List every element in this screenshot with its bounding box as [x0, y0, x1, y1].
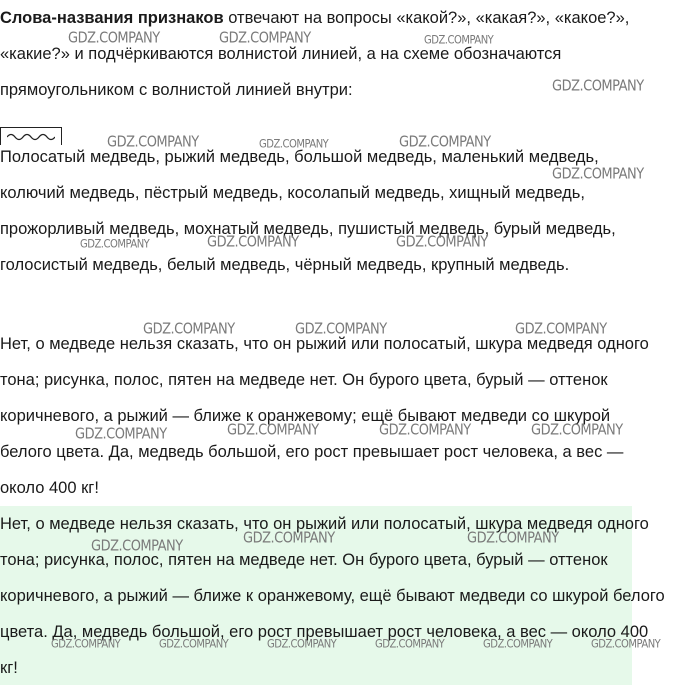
- rule-paragraph: [0, 0, 666, 108]
- watermark: GDZ.COMPANY: [143, 320, 235, 339]
- watermark: GDZ.COMPANY: [515, 320, 607, 339]
- watermark: GDZ.COMPANY: [219, 29, 311, 48]
- watermark: GDZ.COMPANY: [424, 34, 494, 47]
- watermark: GDZ.COMPANY: [399, 133, 491, 152]
- watermark: GDZ.COMPANY: [80, 238, 150, 251]
- watermark: GDZ.COMPANY: [259, 138, 329, 151]
- watermark: GDZ.COMPANY: [159, 638, 229, 651]
- highlighted-answer-paragraph: Нет, о медведе нельзя сказать, что он рыжий или полосатый, шкура медведя одного тона; рисунка, полос, пятен на медведе нет. Он бурого цвета, бурый — оттенок коричневого, а рыжий — ближе к оранжевому, ещё бывают медведи со шкурой белого цвета. Да, медведь большой, его рост превышает рост человека, а вес — около 400 кг!: [0, 515, 665, 677]
- watermark: GDZ.COMPANY: [552, 165, 644, 184]
- watermark: GDZ.COMPANY: [207, 233, 299, 252]
- watermark: GDZ.COMPANY: [396, 233, 488, 252]
- watermark: GDZ.COMPANY: [227, 421, 319, 440]
- watermark: GDZ.COMPANY: [531, 421, 623, 440]
- watermark: GDZ.COMPANY: [483, 638, 553, 651]
- watermark: GDZ.COMPANY: [375, 638, 445, 651]
- watermark: GDZ.COMPANY: [552, 77, 644, 96]
- watermark: GDZ.COMPANY: [91, 537, 183, 556]
- watermark: GDZ.COMPANY: [243, 529, 335, 548]
- watermark: GDZ.COMPANY: [107, 133, 199, 152]
- adjectives-paragraph: Полосатый медведь, рыжий медведь, большой медведь, маленький медведь, колючий медведь, пёстрый медведь, косолапый медведь, хищный медведь, прожорливый медведь, мохнатый медведь, пушистый медведь, бурый медведь, голосистый медведь, белый медведь, чёрный медведь, крупный медведь.: [0, 148, 616, 274]
- rule-text: отвечают на вопросы «какой?», «какая?», «какое?», «какие?» и подчёркиваются волнистой линией, а на схеме обозначаются прямоугольником с волнистой линией внутри:: [0, 9, 630, 99]
- watermark: GDZ.COMPANY: [267, 638, 337, 651]
- rule-term: Слова-названия признаков: [0, 9, 224, 27]
- watermark: GDZ.COMPANY: [75, 425, 167, 444]
- answer-paragraph: Нет, о медведе нельзя сказать, что он рыжий или полосатый, шкура медведя одного тона; рисунка, полос, пятен на медведе нет. Он бурого цвета, бурый — оттенок коричневого, а рыжий — ближе к оранжевому; ещё бывают медведи со шкурой белого цвета. Да, медведь большой, его рост превышает рост человека, а вес — около 400 кг!: [0, 335, 649, 497]
- watermark: GDZ.COMPANY: [68, 29, 160, 48]
- watermark: GDZ.COMPANY: [467, 529, 559, 548]
- watermark: GDZ.COMPANY: [379, 421, 471, 440]
- watermark: GDZ.COMPANY: [295, 320, 387, 339]
- watermark: GDZ.COMPANY: [51, 638, 121, 651]
- watermark: GDZ.COMPANY: [591, 638, 661, 651]
